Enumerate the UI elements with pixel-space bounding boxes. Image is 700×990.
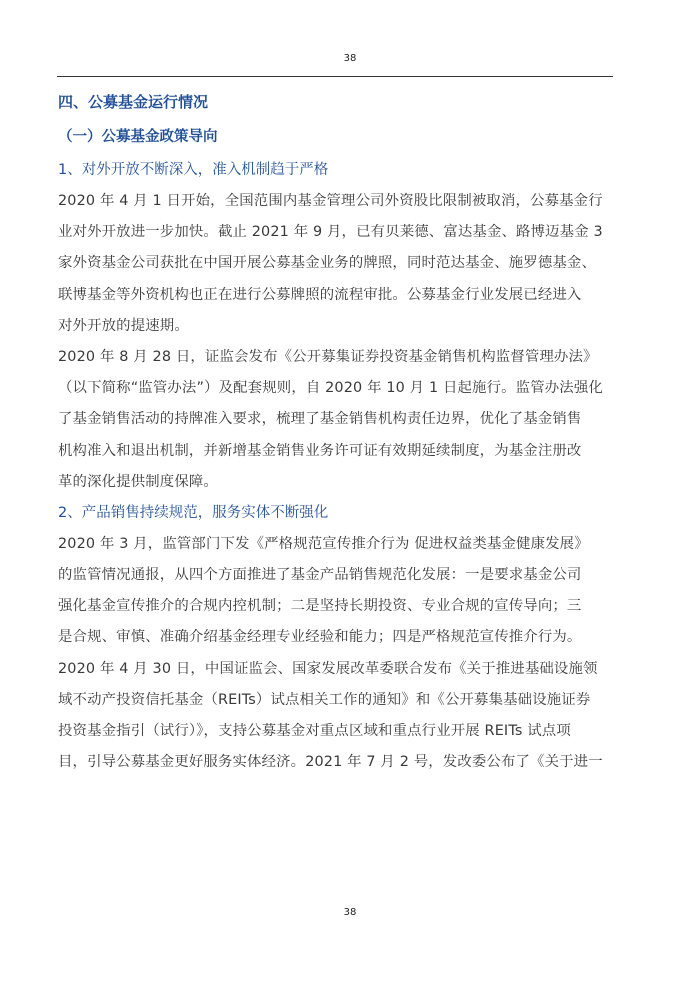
section-heading: 四、公募基金运行情况 — [58, 93, 209, 111]
document-body — [58, 84, 614, 778]
text-line: 家外资基金公司获批在中国开展公募基金业务的牌照，同时范达基金、施罗德基金、 — [58, 255, 597, 272]
page-number-top: 38 — [343, 53, 357, 64]
text-line: 联博基金等外资机构也正在进行公募牌照的流程审批。公募基金行业发展已经进入 — [58, 286, 582, 303]
text-line: 投资基金指引（试行）》，支持公募基金对重点区域和重点行业开展 REITs 试点项 — [58, 723, 571, 739]
paragraph-2 — [58, 342, 614, 498]
subsection-heading: （一）公募基金政策导向 — [58, 129, 218, 145]
text-line: 目，引导公募基金更好服务实体经济。2021 年 7 月 2 号，发改委公布了《关于进一 — [58, 754, 603, 771]
paragraph-4 — [58, 654, 614, 779]
paragraph-3 — [58, 529, 614, 654]
header-rule — [57, 76, 613, 77]
point-heading-1: 1、对外开放不断深入，准入机制趋于严格 — [58, 162, 329, 178]
text-line: 2020 年 3 月，监管部门下发《严格规范宣传推介行为 促进权益类基金健康发展》 — [58, 535, 589, 552]
text-line: 2020 年 8 月 28 日，证监会发布《公开募集证券投资基金销售机构监督管理办法》 — [58, 348, 598, 365]
page-number-bottom: 38 — [343, 907, 357, 918]
text-line: 对外开放的提速期。 — [58, 317, 189, 334]
point-heading-2: 2、产品销售持续规范，服务实体不断强化 — [58, 504, 329, 521]
text-line: 革的深化提供制度保障。 — [58, 473, 218, 490]
text-line: （以下简称“监管办法”）及配套规则，自 2020 年 10 月 1 日起施行。监管办法强化 — [58, 380, 603, 397]
text-line: 了基金销售活动的持牌准入要求，梳理了基金销售机构责任边界，优化了基金销售 — [58, 411, 582, 428]
text-line: 机构准入和退出机制，并新增基金销售业务许可证有效期延续制度，为基金注册改 — [58, 442, 582, 459]
text-line: 2020 年 4 月 30 日，中国证监会、国家发展改革委联合发布《关于推进基础设施领 — [58, 660, 598, 677]
text-line: 2020 年 4 月 1 日开始，全国范围内基金管理公司外资股比限制被取消，公募基金行 — [58, 193, 603, 209]
text-line: 域不动产投资信托基金（REITs）试点相关工作的通知》和《公开募集基础设施证券 — [58, 691, 591, 708]
text-line: 的监管情况通报，从四个方面推进了基金产品销售规范化发展：一是要求基金公司 — [58, 567, 582, 584]
text-line: 业对外开放进一步加快。截止 2021 年 9 月，已有贝莱德、富达基金、路博迈基金 3 — [58, 224, 603, 241]
text-line: 是合规、审慎、准确介绍基金经理专业经验和能力；四是严格规范宣传推介行为。 — [58, 629, 582, 646]
paragraph-1 — [58, 186, 614, 342]
text-line: 强化基金宣传推介的合规内控机制；二是坚持长期投资、专业合规的宣传导向；三 — [58, 598, 582, 615]
